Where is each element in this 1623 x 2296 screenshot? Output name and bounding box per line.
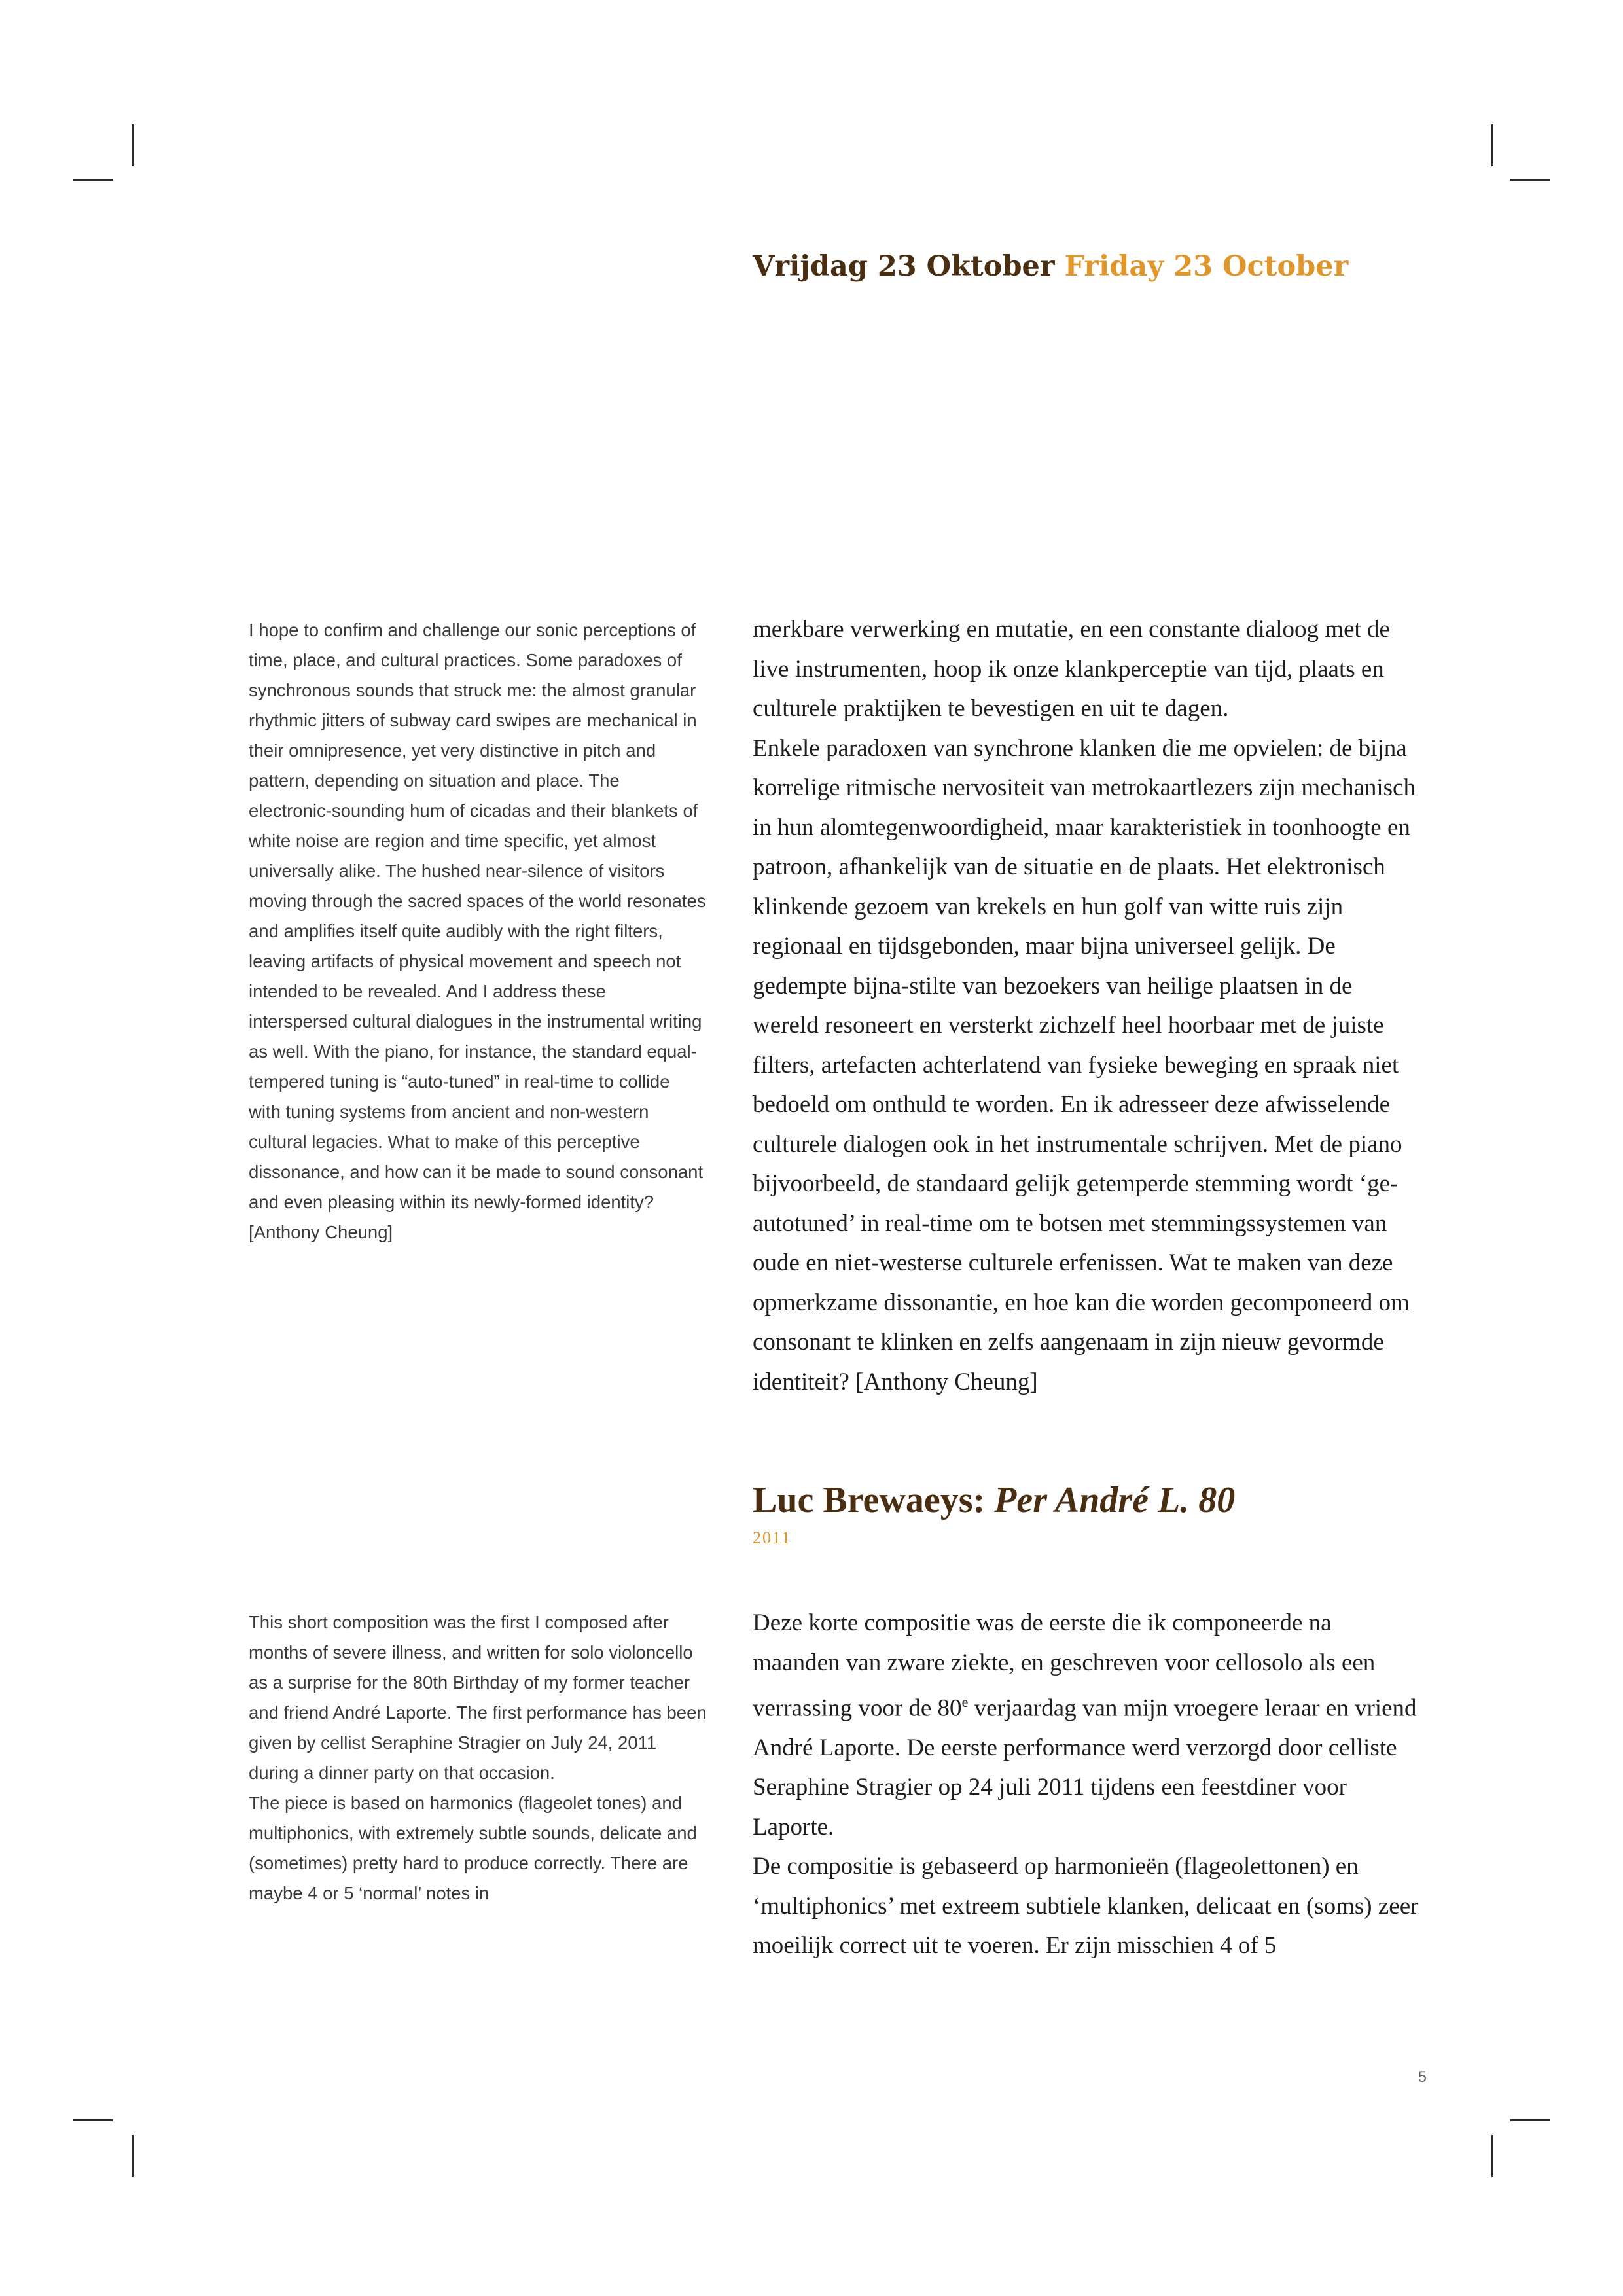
page-number: 5 xyxy=(1418,2068,1427,2086)
crop-mark-top-right-horizontal xyxy=(1510,179,1550,181)
dutch-paragraph: De compositie is gebaseerd op harmonieën (flageolettonen) en ‘multiphonics’ met extreem subtiele klanken, delicaat en (soms) zeer moeilijk correct uit te voeren. Er zijn misschien 4 of 5 xyxy=(753,1853,1419,1960)
crop-mark-top-left-vertical xyxy=(132,124,134,166)
work-year: 2011 xyxy=(753,1528,792,1547)
english-paragraph: The piece is based on harmonics (flageolet tones) and multiphonics, with extremely subtle sounds, delicate and (sometimes) pretty hard to produce correctly. There are maybe 4 or 5 ‘normal’ notes in xyxy=(249,1793,697,1903)
crop-mark-bottom-left-horizontal xyxy=(73,2119,113,2121)
page-header-date xyxy=(753,250,1348,283)
date-dutch: Vrijdag 23 Oktober xyxy=(753,250,1055,283)
dutch-paragraph: Enkele paradoxen van synchrone klanken die me opvielen: de bijna korrelige ritmische nervositeit van metrokaartlezers zijn mechanisch in hun alomtegenwoordigheid, maar karakteristiek in toonhoogte en patroon, afhankelijk van de situatie en de plaats. Het elektronisch klinkende gezoem van krekels en hun golf van witte ruis zijn regionaal en tijdsgebonden, maar bijna universeel gelijk. De gedempte bijna-stilte van bezoekers van heilige plaatsen in de wereld resoneert en versterkt zichzelf heel hoorbaar met de juiste filters, artefacten achterlatend van fysieke beweging en spraak niet bedoeld om onthuld te worden. En ik adresseer deze afwisselende culturele dialogen ook in het instrumentale schrijven. Met de piano bijvoorbeeld, de standaard gelijk getemperde stemming wordt ‘ge-autotuned’ in real-time om te botsen met stemmingssystemen van oude en niet-westerse culturele erfenissen. Wat te maken van deze opmerkzame dissonantie, en hoe kan die worden gecomponeerd om consonant te klinken en zelfs aangenaam in zijn nieuw gevormde identiteit? [Anthony Cheung] xyxy=(753,734,1416,1395)
crop-mark-top-left-horizontal xyxy=(73,179,113,181)
dutch-text-block-2 xyxy=(753,1604,1421,1966)
ordinal-superscript: e xyxy=(961,1694,969,1710)
crop-mark-top-right-vertical xyxy=(1491,124,1493,166)
work-heading xyxy=(753,1479,1235,1521)
work-title: Per André L. 80 xyxy=(994,1480,1236,1520)
crop-mark-bottom-right-vertical xyxy=(1491,2135,1493,2177)
dutch-paragraph xyxy=(753,1604,1421,1847)
composer-name: Luc Brewaeys: xyxy=(753,1480,986,1520)
dutch-text: verjaardag van mijn vroegere leraar en vriend André Laporte. De eerste performance werd verzorgd door celliste Seraphine Stragier op 24 juli 2011 tijdens een feestdiner voor Laporte. xyxy=(753,1695,1417,1840)
date-english: Friday 23 October xyxy=(1064,250,1349,283)
dutch-text: Deze korte compositie was de eerste die ik componeerde na maanden van zware ziekte, en geschreven voor cellosolo als een verrassing voor de 80 xyxy=(753,1609,1376,1722)
english-paragraph: I hope to confirm and challenge our sonic perceptions of time, place, and cultural practices. Some paradoxes of synchronous sounds that struck me: the almost granular rhythmic jitters of subway card swipes are mechanical in their omnipresence, yet very distinctive in pitch and pattern, depending on situation and place. The electronic-sounding hum of cicadas and their blankets of white noise are region and time specific, yet almost universally alike. The hushed near-silence of visitors moving through the sacred spaces of the world resonates and amplifies itself quite audibly with the right filters, leaving artifacts of physical movement and speech not intended to be revealed. And I address these interspersed cultural dialogues in the instrumental writing as well. With the piano, for instance, the standard equal-tempered tuning is “auto-tuned” in real-time to collide with tuning systems from ancient and non-western cultural legacies. What to make of this perceptive dissonance, and how can it be made to sound consonant and even pleasing within its newly-formed identity? [Anthony Cheung] xyxy=(249,620,706,1242)
english-paragraph: This short composition was the first I composed after months of severe illness, and written for solo violoncello as a surprise for the 80th Birthday of my former teacher and friend André Laporte. The first performance has been given by cellist Seraphine Stragier on July 24, 2011 during a dinner party on that occasion. xyxy=(249,1612,707,1783)
dutch-text-block-1 xyxy=(753,610,1421,1402)
dutch-paragraph: merkbare verwerking en mutatie, en een constante dialoog met de live instrumenten, hoop ik onze klankperceptie van tijd, plaats en culturele praktijken te bevestigen en uit te dagen. xyxy=(753,616,1390,722)
english-text-block-2 xyxy=(249,1607,707,1909)
crop-mark-bottom-left-vertical xyxy=(132,2135,134,2177)
crop-mark-bottom-right-horizontal xyxy=(1510,2119,1550,2121)
english-text-block-1 xyxy=(249,615,707,1247)
